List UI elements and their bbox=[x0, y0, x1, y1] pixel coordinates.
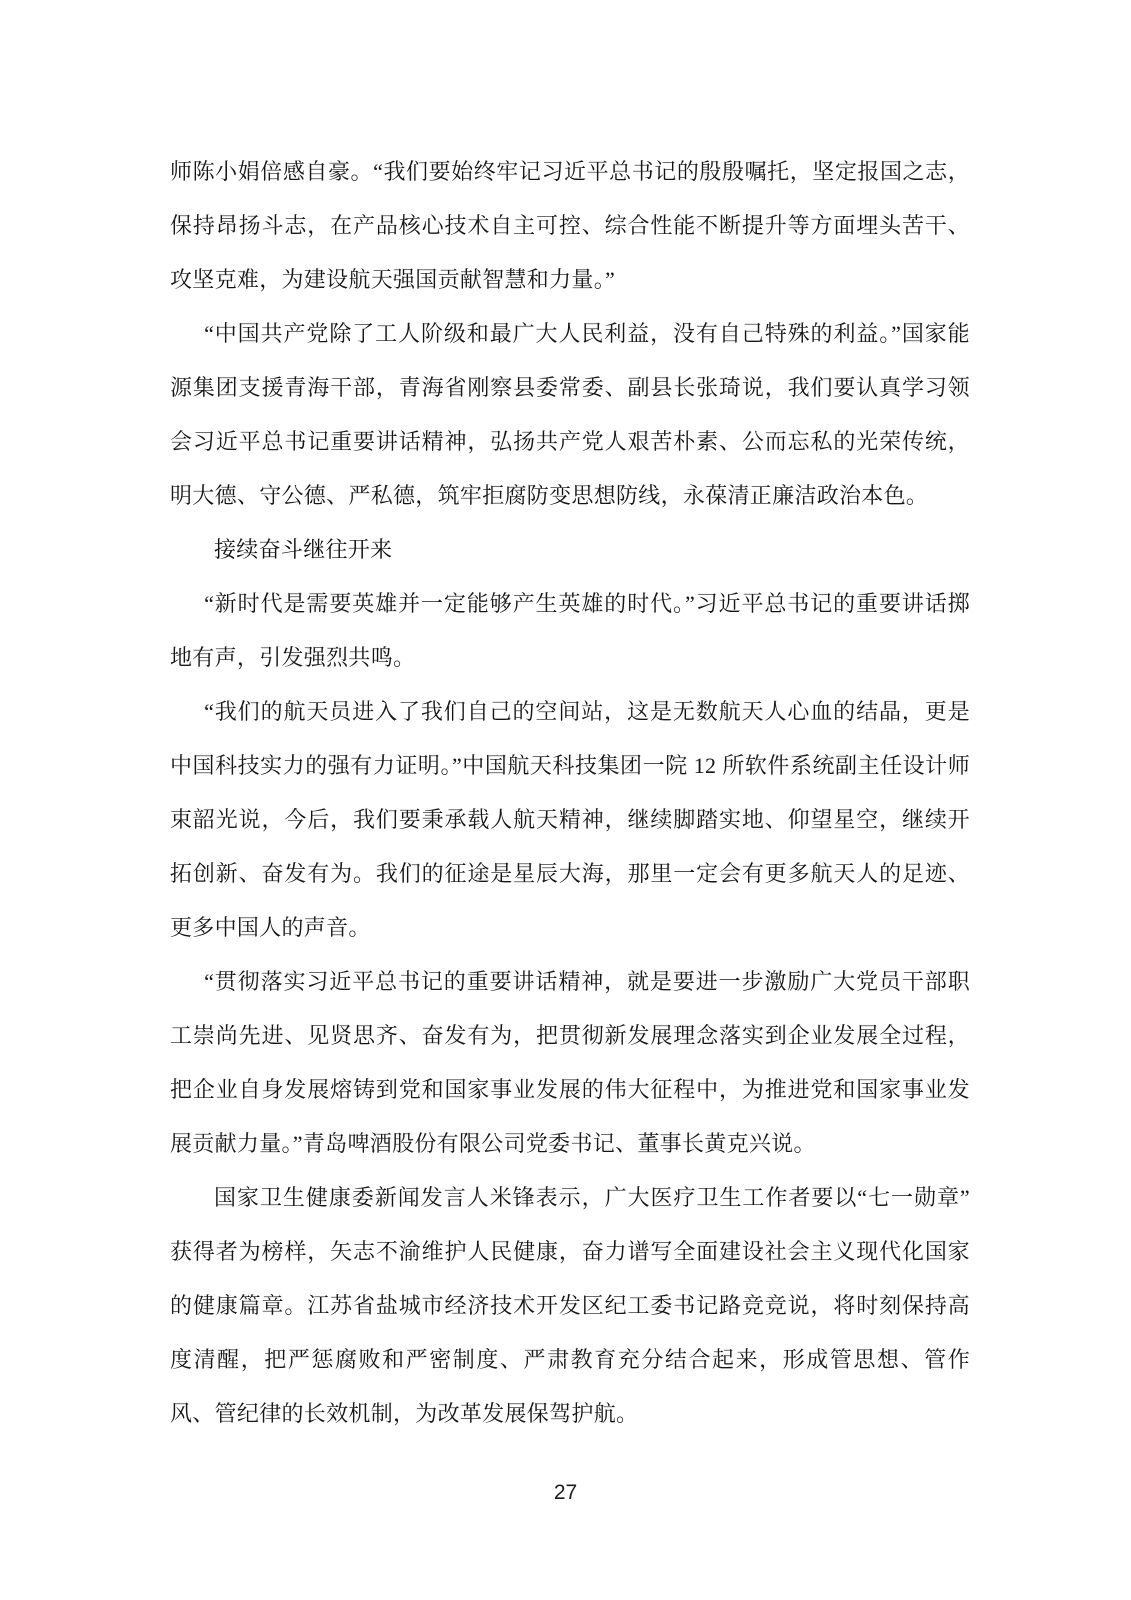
paragraph-energy-group: “中国共产党除了工人阶级和最广大人民利益，没有自己特殊的利益。”国家能源集团支援青海干部，青海省刚察县委常委、副县长张琦说，我们要认真学习领会习近平总书记重要讲话精神，弘扬共产党人艰苦朴素、公而忘私的光荣传统，明大德、守公德、严私德，筑牢拒腐防变思想防线，永葆清正廉洁政治本色。 bbox=[170, 321, 970, 508]
paragraph-new-era: “新时代是需要英雄并一定能够产生英雄的时代。”习近平总书记的重要讲话掷地有声，引发强烈共鸣。 bbox=[170, 591, 970, 670]
paragraph-space-station: “我们的航天员进入了我们自己的空间站，这是无数航天人心血的结晶，更是中国科技实力的强有力证明。”中国航天科技集团一院 12 所软件系统副主任设计师束韶光说，今后，我们要秉承载人航天精神，继续脚踏实地、仰望星空，继续开拓创新、奋发有为。我们的征途是星辰大海，那里一定会有更多航天人的足迹、更多中国人的声音。 bbox=[170, 699, 970, 940]
page-number: 27 bbox=[553, 1481, 578, 1504]
paragraph-tsingtao: “贯彻落实习近平总书记的重要讲话精神，就是要进一步激励广大党员干部职工崇尚先进、见贤思齐、奋发有为，把贯彻新发展理念落实到企业发展全过程，把企业自身发展熔铸到党和国家事业发展的伟大征程中，为推进党和国家事业发展贡献力量。”青岛啤酒股份有限公司党委书记、董事长黄克兴说。 bbox=[170, 969, 970, 1156]
paragraph-health: 国家卫生健康委新闻发言人米锋表示，广大医疗卫生工作者要以“七一勋章”获得者为榜样，矢志不渝维护人民健康，奋力谱写全面建设社会主义现代化国家的健康篇章。江苏省盐城市经济技术开发区纪工委书记路竞竞说，将时刻保持高度清醒，把严惩腐败和严密制度、严肃教育充分结合起来，形成管思想、管作风、管纪律的长效机制，为改革发展保驾护航。 bbox=[170, 1185, 970, 1426]
paragraph-continued: 师陈小娟倍感自豪。“我们要始终牢记习近平总书记的殷殷嘱托，坚定报国之志，保持昂扬斗志，在产品核心技术自主可控、综合性能不断提升等方面埋头苦干、攻坚克难，为建设航天强国贡献智慧和力量。” bbox=[170, 159, 970, 292]
document-body bbox=[170, 145, 970, 1441]
section-heading: 接续奋斗继往开来 bbox=[214, 537, 393, 562]
